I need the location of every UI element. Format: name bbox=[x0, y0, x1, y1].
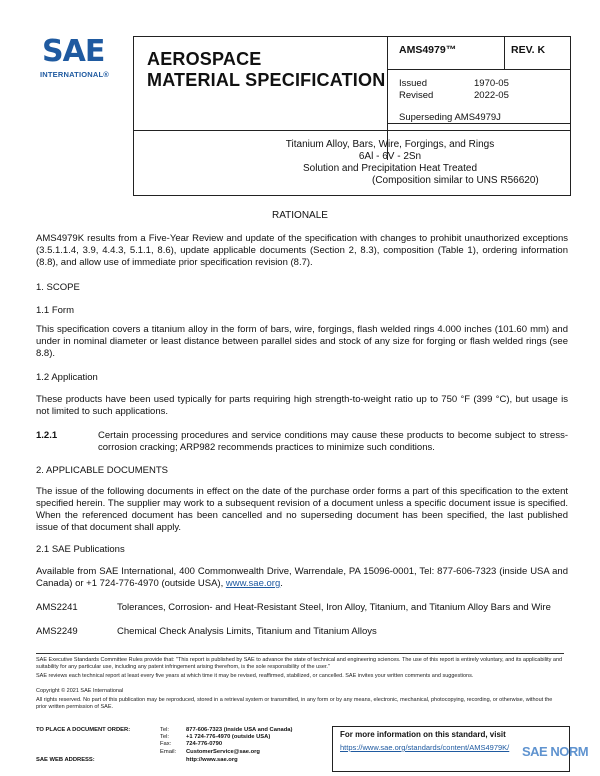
form-paragraph: This specification covers a titanium alloy in the form of bars, wire, forgings, flash welded rings 4.000 inches (101.60 mm) and under in nominal diameter or least distance between parallel sides and stock of any size for forging or flash welded rings (see 8.8). bbox=[36, 324, 568, 359]
spec-title-line1: AEROSPACE bbox=[147, 49, 262, 69]
issued-label: Issued bbox=[399, 78, 427, 89]
email-value[interactable]: CustomerService@sae.org bbox=[186, 749, 260, 755]
revised-date: 2022-05 bbox=[474, 90, 509, 101]
subject-line4: (Composition similar to UNS R56620) bbox=[372, 175, 539, 186]
reference-title: Tolerances, Corrosion- and Heat-Resistant Steel, Iron Alloy, Titanium, and Titanium Alloy Bars and Wire bbox=[117, 602, 551, 613]
fax-label: Fax: bbox=[160, 741, 172, 747]
sae-logo: SAE bbox=[42, 34, 105, 69]
subject-line3: Solution and Precipitation Heat Treated bbox=[303, 163, 477, 174]
tel-label: Tel: bbox=[160, 734, 170, 740]
standard-page-link[interactable]: https://www.sae.org/standards/content/AMS4979K/ bbox=[340, 743, 510, 752]
stress-corrosion-paragraph: Certain processing procedures and service conditions may cause these products to become subject to stress-corrosion cracking; ARP982 recommends practices to minimize such conditions. bbox=[98, 430, 568, 453]
reference-code: AMS2249 bbox=[36, 626, 78, 637]
watermark-logo: SAE NORM bbox=[522, 744, 589, 759]
footer-review-note: SAE reviews each technical report at least every five years at which time it may be revised, reaffirmed, stabilized, or cancelled. SAE invites your written comments and suggestions. bbox=[36, 673, 474, 679]
footer-disclaimer: SAE Executive Standards Committee Rules provide that: "This report is published by SAE to advance the state of technical and engineering sciences. The use of this report is entirely voluntary, and its applicability and suitability for any particular use, including any patent infringement arising therefrom, is the sole responsibility of the user." bbox=[36, 657, 563, 670]
footer-copyright: Copyright © 2021 SAE International bbox=[36, 688, 124, 694]
tel-value: +1 724-776-4970 (outside USA) bbox=[186, 734, 271, 740]
section-heading: 1. SCOPE bbox=[36, 282, 80, 293]
revised-label: Revised bbox=[399, 90, 434, 101]
section-heading: 2.1 SAE Publications bbox=[36, 544, 125, 555]
applicable-docs-paragraph: The issue of the following documents in effect on the date of the purchase order forms a part of this specification to the extent specified herein. The supplier may work to a subsequent revision of a document unless a specific document issue is specified. When the referenced document has been cancelled and no superseding document has been specified, the last published issue of that document shall apply. bbox=[36, 486, 568, 533]
publications-text: Available from SAE International, 400 Commonwealth Drive, Warrendale, PA 15096-0001, Tel: 877-606-7323 (inside USA and Canada) or +1 724-776-4970 (outside USA), bbox=[36, 566, 568, 589]
section-heading: 1.2 Application bbox=[36, 372, 98, 383]
divider bbox=[504, 37, 505, 69]
divider bbox=[387, 123, 570, 124]
divider bbox=[387, 69, 570, 70]
more-info-title: For more information on this standard, visit bbox=[340, 730, 506, 739]
rationale-text: AMS4979K results from a Five-Year Review and update of the specification with changes to prohibit unauthorized exceptions (3.5.1.1.4, 3.9, 4.4.3, 5.1.1, 8.6), update applicable documents (Section 2, 8.3), composition (Table 1), ordering information (8.8), and allow use of immediate prior specification revision (8.7). bbox=[36, 233, 568, 268]
rationale-heading: RATIONALE bbox=[272, 210, 328, 221]
superseding-note: Superseding AMS4979J bbox=[399, 112, 501, 123]
divider bbox=[134, 130, 570, 131]
footer-rule bbox=[36, 653, 564, 654]
issued-date: 1970-05 bbox=[474, 78, 509, 89]
tel-label: Tel: bbox=[160, 727, 170, 733]
revision-label: REV. K bbox=[511, 44, 546, 56]
sae-website-link[interactable]: www.sae.org bbox=[225, 578, 281, 589]
footer-rights: All rights reserved. No part of this publication may be reproduced, stored in a retrieval system or transmitted, in any form or by any means, electronic, mechanical, photocopying, recording, or otherwise, without the prior written permission of SAE. bbox=[36, 697, 553, 710]
application-paragraph: These products have been used typically for parts requiring high strength-to-weight ratio up to 750 °F (399 °C), but usage is not limited to such applications. bbox=[36, 394, 568, 417]
sae-logo-subtitle: INTERNATIONAL® bbox=[40, 70, 110, 79]
web-value[interactable]: http://www.sae.org bbox=[186, 757, 238, 763]
section-heading: 1.1 Form bbox=[36, 305, 75, 316]
reference-title: Chemical Check Analysis Limits, Titanium and Titanium Alloys bbox=[117, 626, 377, 637]
spec-title-line2: MATERIAL SPECIFICATION bbox=[147, 70, 386, 90]
fax-value: 724-776-0790 bbox=[186, 741, 223, 747]
subject-line2: 6Al - 6V - 2Sn bbox=[358, 151, 422, 162]
reference-code: AMS2241 bbox=[36, 602, 78, 613]
order-label: TO PLACE A DOCUMENT ORDER: bbox=[36, 727, 131, 733]
subject-line1: Titanium Alloy, Bars, Wire, Forgings, and Rings bbox=[285, 139, 495, 150]
email-label: Email: bbox=[160, 749, 177, 755]
subsection-number: 1.2.1 bbox=[36, 430, 58, 441]
section-heading: 2. APPLICABLE DOCUMENTS bbox=[36, 465, 168, 476]
web-label: SAE WEB ADDRESS: bbox=[36, 757, 95, 763]
document-number: AMS4979™ bbox=[399, 44, 457, 56]
tel-value: 877-606-7323 (inside USA and Canada) bbox=[186, 727, 293, 733]
sae-publications-paragraph: Available from SAE International, 400 Commonwealth Drive, Warrendale, PA 15096-0001, Tel: 877-606-7323 (inside USA and Canada) or +1 724-776-4970 (outside USA), www.sae.org. bbox=[36, 566, 568, 589]
